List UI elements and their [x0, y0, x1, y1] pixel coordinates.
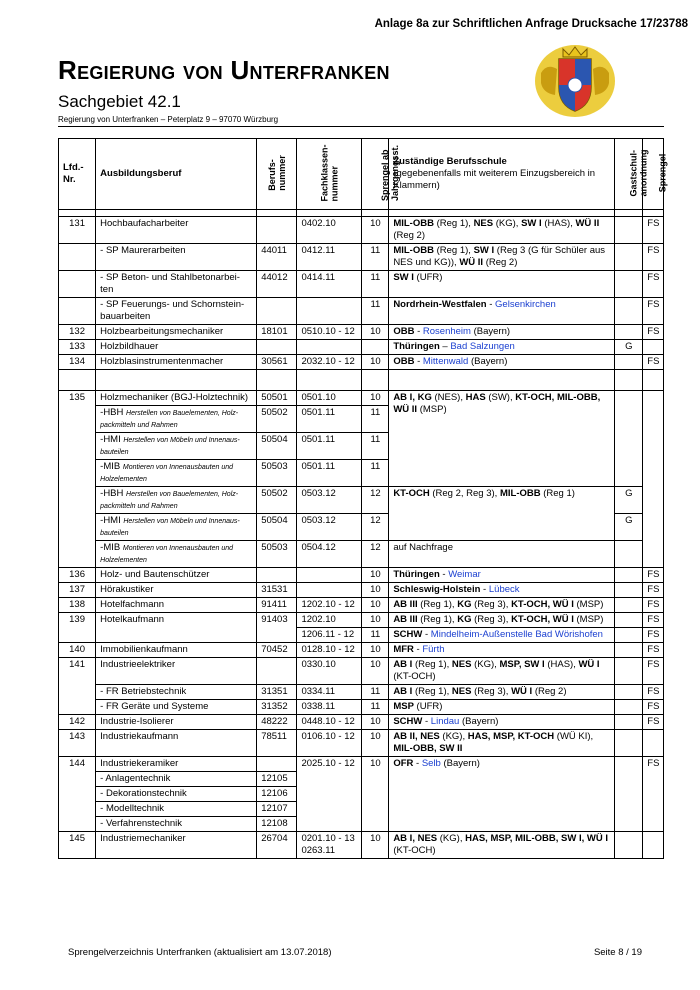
- cell-ab: 11: [362, 700, 389, 715]
- spacer-row: [59, 210, 664, 217]
- cell-gast: [615, 217, 643, 244]
- cell-ab: 11: [362, 406, 389, 433]
- cell-fk: 0448.10 - 12: [297, 715, 362, 730]
- col-header-berufsschule: [389, 139, 615, 210]
- berufsnr-line1: Berufs-: [266, 159, 277, 191]
- cell-ab: 11: [362, 628, 389, 643]
- cell-beruf: - Dekorationstechnik: [96, 787, 257, 802]
- cell-schule: Nordrhein-Westfalen - Gelsenkirchen: [389, 298, 615, 325]
- cell-sprengel: [643, 391, 664, 568]
- cell-gast: [615, 391, 643, 487]
- cell-fk: [297, 583, 362, 598]
- table-row: [59, 298, 664, 325]
- cell-nr: 144: [59, 757, 96, 832]
- table-row: [59, 568, 664, 583]
- col-header-berufsnummer: [257, 139, 297, 210]
- cell-fk: 0503.12: [297, 487, 362, 514]
- table-row: [59, 832, 664, 859]
- cell-nr: 135: [59, 391, 96, 568]
- table-row: [59, 643, 664, 658]
- fachkl-line1: Fachklassen-: [319, 144, 330, 202]
- cell-bnr: 44012: [257, 271, 297, 298]
- cell-beruf: Hörakustiker: [96, 583, 257, 598]
- cell-fk: 0128.10 - 12: [297, 643, 362, 658]
- cell-sprengel: FS: [643, 298, 664, 325]
- cell-beruf: Hotelfachmann: [96, 598, 257, 613]
- cell-ab: 10: [362, 355, 389, 370]
- col-header-sprengel-ab: [362, 139, 401, 210]
- cell-sprengel: FS: [643, 271, 664, 298]
- cell-bnr: 48222: [257, 715, 297, 730]
- cell-schule: AB I, NES (KG), HAS, MSP, MIL-OBB, SW I, WÜ I (KT-OCH): [389, 832, 615, 859]
- col-header-fachklassennummer: [297, 139, 362, 210]
- col-header-gastschul: [615, 139, 649, 210]
- table-row: [59, 757, 664, 772]
- cell-ab: [362, 340, 389, 355]
- cell-gast: [615, 298, 643, 325]
- cell-fk: 0106.10 - 12: [297, 730, 362, 757]
- cell-beruf: Holzblasinstrumentenmacher: [96, 355, 257, 370]
- cell-beruf: - Verfahrenstechnik: [96, 817, 257, 832]
- cell-gast: [615, 568, 643, 583]
- cell-sprengel: [643, 730, 664, 757]
- cell-ab: 10: [362, 568, 389, 583]
- cell-ab: 10: [362, 613, 389, 628]
- school-link[interactable]: Lindau: [430, 716, 460, 727]
- cell-ab: 10: [362, 217, 389, 244]
- cell-sprengel: FS: [643, 685, 664, 700]
- cell-gast: [615, 613, 643, 628]
- cell-bnr: 12106: [257, 787, 297, 802]
- cell-fk: 0501.11: [297, 433, 362, 460]
- table-row: [59, 598, 664, 613]
- cell-nr: 138: [59, 598, 96, 613]
- cell-gast: [615, 325, 643, 340]
- table-row: [59, 391, 664, 406]
- cell-fk: 0510.10 - 12: [297, 325, 362, 340]
- cell-beruf: - Modelltechnik: [96, 802, 257, 817]
- school-link[interactable]: Mittenwald: [422, 356, 469, 367]
- cell-ab: 11: [362, 244, 389, 271]
- cell-ab: 10: [362, 757, 389, 832]
- cell-ab: 11: [362, 298, 389, 325]
- cell-gast: G: [615, 340, 643, 355]
- table-row: [59, 271, 664, 298]
- cell-fk: 0402.10: [297, 217, 362, 244]
- cell-schule: SW I (UFR): [389, 271, 615, 298]
- cell-ab: 11: [362, 433, 389, 460]
- cell-bnr: [257, 340, 297, 355]
- table-row: [59, 658, 664, 685]
- table-row-empty: [59, 370, 664, 391]
- cell-schule: SCHW - Mindelheim-Außenstelle Bad Wörishofen: [389, 628, 615, 643]
- cell-beruf: - FR Betriebstechnik: [96, 685, 257, 700]
- cell-nr: 143: [59, 730, 96, 757]
- cell-fk: 0412.11: [297, 244, 362, 271]
- cell-fk: 0414.11: [297, 271, 362, 298]
- cell-ab: 10: [362, 391, 389, 406]
- cell-bnr: 50503: [257, 541, 297, 568]
- cell-schule: Thüringen - Weimar: [389, 568, 615, 583]
- cell-gast: [615, 355, 643, 370]
- cell-nr: 134: [59, 355, 96, 370]
- cell-ab: 10: [362, 643, 389, 658]
- cell-bnr: 31531: [257, 583, 297, 598]
- cell-nr: 131: [59, 217, 96, 244]
- cell-fk: 1202.10: [297, 613, 362, 628]
- cell-beruf: - FR Geräte und Systeme: [96, 700, 257, 715]
- school-link[interactable]: Fürth: [422, 644, 445, 655]
- cell-fk: [297, 298, 362, 325]
- school-link[interactable]: Lübeck: [488, 584, 520, 595]
- cell-bnr: 31351: [257, 685, 297, 700]
- cell-beruf: Holz- und Bautenschützer: [96, 568, 257, 583]
- cell-gast: [615, 685, 643, 700]
- cell-sprengel: FS: [643, 568, 664, 583]
- cell-fk: 0330.10: [297, 658, 362, 685]
- cell-beruf: Hotelkaufmann: [96, 613, 257, 643]
- cell-bnr: 50501: [257, 391, 297, 406]
- cell-bnr: 44011: [257, 244, 297, 271]
- cell-fk: 0501.11: [297, 406, 362, 433]
- school-link[interactable]: Selb: [421, 758, 441, 769]
- cell-gast: [615, 715, 643, 730]
- cell-schule: auf Nachfrage: [389, 541, 615, 568]
- cell-bnr: 91403: [257, 613, 297, 643]
- cell-ab: 10: [362, 325, 389, 340]
- footer-left: Sprengelverzeichnis Unterfranken (aktualisiert am 13.07.2018): [68, 947, 332, 958]
- cell-fk: 1206.11 - 12: [297, 628, 362, 643]
- cell-nr: 140: [59, 643, 96, 658]
- title-text: Regierung von Unterfranken: [58, 55, 390, 85]
- cell-ab: 11: [362, 685, 389, 700]
- cell-bnr: [257, 217, 297, 244]
- cell-schule: AB III (Reg 1), KG (Reg 3), KT-OCH, WÜ I (MSP): [389, 598, 615, 613]
- cell-sprengel: FS: [643, 757, 664, 832]
- table-row: [59, 355, 664, 370]
- cell-gast: [615, 271, 643, 298]
- cell-beruf: - SP Feuerungs- und Schornstein-bauarbeiten: [96, 298, 257, 325]
- cell-beruf: -HMI Herstellen von Möbeln und Innenaus-bauteilen: [96, 514, 257, 541]
- cell-bnr: 31352: [257, 700, 297, 715]
- cell-beruf: -HBH Herstellen von Bauelementen, Holz-packmitteln und Rahmen: [96, 487, 257, 514]
- sprengel-label: Sprengel: [657, 153, 668, 193]
- cell-fk: 2025.10 - 12: [297, 757, 362, 832]
- cell-nr: 132: [59, 325, 96, 340]
- cell-schule: Thüringen – Bad Salzungen: [389, 340, 615, 355]
- coat-of-arms-icon: [533, 43, 617, 119]
- table-row: [59, 217, 664, 244]
- cell-bnr: 30561: [257, 355, 297, 370]
- cell-bnr: 12108: [257, 817, 297, 832]
- cell-bnr: 26704: [257, 832, 297, 859]
- cell-nr: 141: [59, 658, 96, 715]
- cell-beruf: Hochbaufacharbeiter: [96, 217, 257, 244]
- cell-beruf: -HBH Herstellen von Bauelementen, Holz-packmitteln und Rahmen: [96, 406, 257, 433]
- table-row: [59, 715, 664, 730]
- cell-schule: AB II, NES (KG), HAS, MSP, KT-OCH (WÜ KI), MIL-OBB, SW II: [389, 730, 615, 757]
- sprengel-ab-line2: Jahrgangsst.: [390, 144, 401, 202]
- cell-bnr: 50502: [257, 487, 297, 514]
- cell-fk: [297, 568, 362, 583]
- cell-gast: [615, 643, 643, 658]
- cell-sprengel: FS: [643, 244, 664, 271]
- cell-sprengel: [643, 340, 664, 355]
- page-title: [58, 55, 390, 86]
- cell-sprengel: FS: [643, 658, 664, 685]
- col-header-lfd: Lfd.-Nr.: [59, 139, 96, 210]
- table-row: [59, 541, 664, 568]
- cell-schule: OBB - Rosenheim (Bayern): [389, 325, 615, 340]
- cell-fk: 0501.11: [297, 460, 362, 487]
- cell-fk: 0338.11: [297, 700, 362, 715]
- cell-bnr: 50503: [257, 460, 297, 487]
- cell-ab: 11: [362, 271, 389, 298]
- cell-fk: 0504.12: [297, 541, 362, 568]
- cell-sprengel: FS: [643, 643, 664, 658]
- cell-fk: 2032.10 - 12: [297, 355, 362, 370]
- address-line: Regierung von Unterfranken – Peterplatz 9 – 97070 Würzburg: [58, 115, 279, 124]
- cell-schule: MFR - Fürth: [389, 643, 615, 658]
- cell-beruf: - SP Maurerarbeiten: [96, 244, 257, 271]
- table-row: [59, 340, 664, 355]
- cell-fk: 1202.10 - 12: [297, 598, 362, 613]
- cell-beruf: -MIB Montieren von Innenausbauten und Holzelementen: [96, 460, 257, 487]
- page-subtitle: Sachgebiet 42.1: [58, 92, 181, 111]
- cell-schule: OFR - Selb (Bayern): [389, 757, 615, 832]
- cell-bnr: 50504: [257, 433, 297, 460]
- cell-fk: 0501.10: [297, 391, 362, 406]
- cell-sprengel: FS: [643, 355, 664, 370]
- cell-beruf: - SP Beton- und Stahlbetonarbei-ten: [96, 271, 257, 298]
- cell-gast: [615, 658, 643, 685]
- cell-fk: 0503.12: [297, 514, 362, 541]
- table-row: [59, 613, 664, 628]
- cell-beruf: Industrie-Isolierer: [96, 715, 257, 730]
- annex-reference: Anlage 8a zur Schriftlichen Anfrage Drucksache 17/23788: [374, 18, 688, 30]
- cell-sprengel: FS: [643, 325, 664, 340]
- col-header-beruf: Ausbildungsberuf: [96, 139, 257, 210]
- table-row: [59, 325, 664, 340]
- cell-nr: 133: [59, 340, 96, 355]
- cell-bnr: 18101: [257, 325, 297, 340]
- cell-sprengel: FS: [643, 583, 664, 598]
- cell-ab: 10: [362, 583, 389, 598]
- cell-gast: [615, 757, 643, 832]
- cell-schule: AB I (Reg 1), NES (Reg 3), WÜ I (Reg 2): [389, 685, 615, 700]
- cell-schule: KT-OCH (Reg 2, Reg 3), MIL-OBB (Reg 1): [389, 487, 615, 541]
- cell-sprengel: FS: [643, 700, 664, 715]
- school-link[interactable]: Rosenheim: [422, 326, 471, 337]
- cell-fk: 0201.10 - 13 0263.11: [297, 832, 362, 859]
- cell-beruf: -HMI Herstellen von Möbeln und Innenaus-bauteilen: [96, 433, 257, 460]
- cell-nr: 139: [59, 613, 96, 643]
- cell-schule: AB I (Reg 1), NES (KG), MSP, SW I (HAS), WÜ I (KT-OCH): [389, 658, 615, 685]
- gast-line1: Gastschul-: [628, 149, 639, 197]
- cell-ab: 12: [362, 487, 389, 514]
- fachkl-line2: nummer: [329, 166, 340, 202]
- cell-gast: [615, 628, 643, 643]
- cell-sprengel: FS: [643, 217, 664, 244]
- cell-bnr: 50502: [257, 406, 297, 433]
- cell-nr: 142: [59, 715, 96, 730]
- schule-header-sub: (gegebenenfalls mit weiterem Einzugsbereich in Klammern): [393, 168, 596, 191]
- cell-ab: 12: [362, 514, 389, 541]
- cell-beruf: Industrieelektriker: [96, 658, 257, 685]
- cell-ab: 10: [362, 658, 389, 685]
- cell-bnr: 78511: [257, 730, 297, 757]
- cell-bnr: 12105: [257, 772, 297, 787]
- page-number: Seite 8 / 19: [593, 947, 642, 958]
- cell-fk: [297, 340, 362, 355]
- cell-bnr: [257, 568, 297, 583]
- cell-ab: 10: [362, 832, 389, 859]
- cell-schule: AB III (Reg 1), KG (Reg 3), KT-OCH, WÜ I (MSP): [389, 613, 615, 628]
- cell-gast: G: [615, 487, 643, 514]
- cell-schule: AB I, KG (NES), HAS (SW), KT-OCH, MIL-OBB, WÜ II (MSP): [389, 391, 615, 487]
- cell-bnr: [257, 757, 297, 772]
- table-row: [59, 583, 664, 598]
- cell-beruf: Industriekaufmann: [96, 730, 257, 757]
- cell-bnr: [257, 658, 297, 685]
- cell-nr: 137: [59, 583, 96, 598]
- cell-beruf: -MIB Montieren von Innenausbauten und Holzelementen: [96, 541, 257, 568]
- table-row: [59, 244, 664, 271]
- schule-header-title: Zuständige Berufsschule: [393, 156, 507, 167]
- cell-beruf: Holzbildhauer: [96, 340, 257, 355]
- cell-schule: MIL-OBB (Reg 1), SW I (Reg 3 (G für Schüler aus NES und KG)), WÜ II (Reg 2): [389, 244, 615, 271]
- sprengel-ab-line1: Sprengel ab: [380, 149, 391, 202]
- cell-beruf: - Anlagentechnik: [96, 772, 257, 787]
- cell-beruf: Industriemechaniker: [96, 832, 257, 859]
- header-rule: [58, 126, 664, 127]
- cell-gast: [615, 700, 643, 715]
- cell-bnr: 50504: [257, 514, 297, 541]
- cell-nr: 136: [59, 568, 96, 583]
- cell-gast: [615, 832, 643, 859]
- gast-line2: anordnung: [638, 149, 649, 197]
- cell-sprengel: [643, 832, 664, 859]
- cell-ab: 10: [362, 730, 389, 757]
- school-link[interactable]: Bad Salzungen: [450, 341, 515, 352]
- cell-sprengel: FS: [643, 598, 664, 613]
- cell-fk: 0334.11: [297, 685, 362, 700]
- cell-beruf: Holzbearbeitungsmechaniker: [96, 325, 257, 340]
- table-row: [59, 685, 664, 700]
- cell-bnr: 12107: [257, 802, 297, 817]
- cell-sprengel: FS: [643, 613, 664, 628]
- school-link[interactable]: Gelsenkirchen: [495, 299, 556, 310]
- cell-schule: MSP (UFR): [389, 700, 615, 715]
- cell-gast: [615, 598, 643, 613]
- cell-gast: G: [615, 514, 643, 541]
- cell-schule: SCHW - Lindau (Bayern): [389, 715, 615, 730]
- cell-bnr: 91411: [257, 598, 297, 613]
- table-row: [59, 730, 664, 757]
- school-link[interactable]: Mindelheim-Außenstelle Bad Wörishofen: [430, 629, 603, 640]
- cell-schule: OBB - Mittenwald (Bayern): [389, 355, 615, 370]
- cell-schule: MIL-OBB (Reg 1), NES (KG), SW I (HAS), WÜ II (Reg 2): [389, 217, 615, 244]
- table-row: [59, 487, 664, 514]
- cell-sprengel: FS: [643, 715, 664, 730]
- cell-bnr: 70452: [257, 643, 297, 658]
- table-row: [59, 700, 664, 715]
- cell-bnr: [257, 298, 297, 325]
- sprengel-table: [58, 138, 668, 859]
- berufsnr-line2: nummer: [276, 155, 287, 191]
- cell-beruf: Industriekeramiker: [96, 757, 257, 772]
- cell-beruf: Immobilienkaufmann: [96, 643, 257, 658]
- cell-ab: 10: [362, 598, 389, 613]
- cell-gast: [615, 244, 643, 271]
- cell-ab: 11: [362, 460, 389, 487]
- cell-sprengel: FS: [643, 628, 664, 643]
- cell-beruf: Holzmechaniker (BGJ-Holztechnik): [96, 391, 257, 406]
- table-header-row: [59, 139, 664, 210]
- cell-gast: [615, 730, 643, 757]
- cell-ab: 12: [362, 541, 389, 568]
- cell-gast: [615, 583, 643, 598]
- school-link[interactable]: Weimar: [448, 569, 481, 580]
- cell-schule: Schleswig-Holstein - Lübeck: [389, 583, 615, 598]
- cell-ab: 10: [362, 715, 389, 730]
- cell-nr: 145: [59, 832, 96, 859]
